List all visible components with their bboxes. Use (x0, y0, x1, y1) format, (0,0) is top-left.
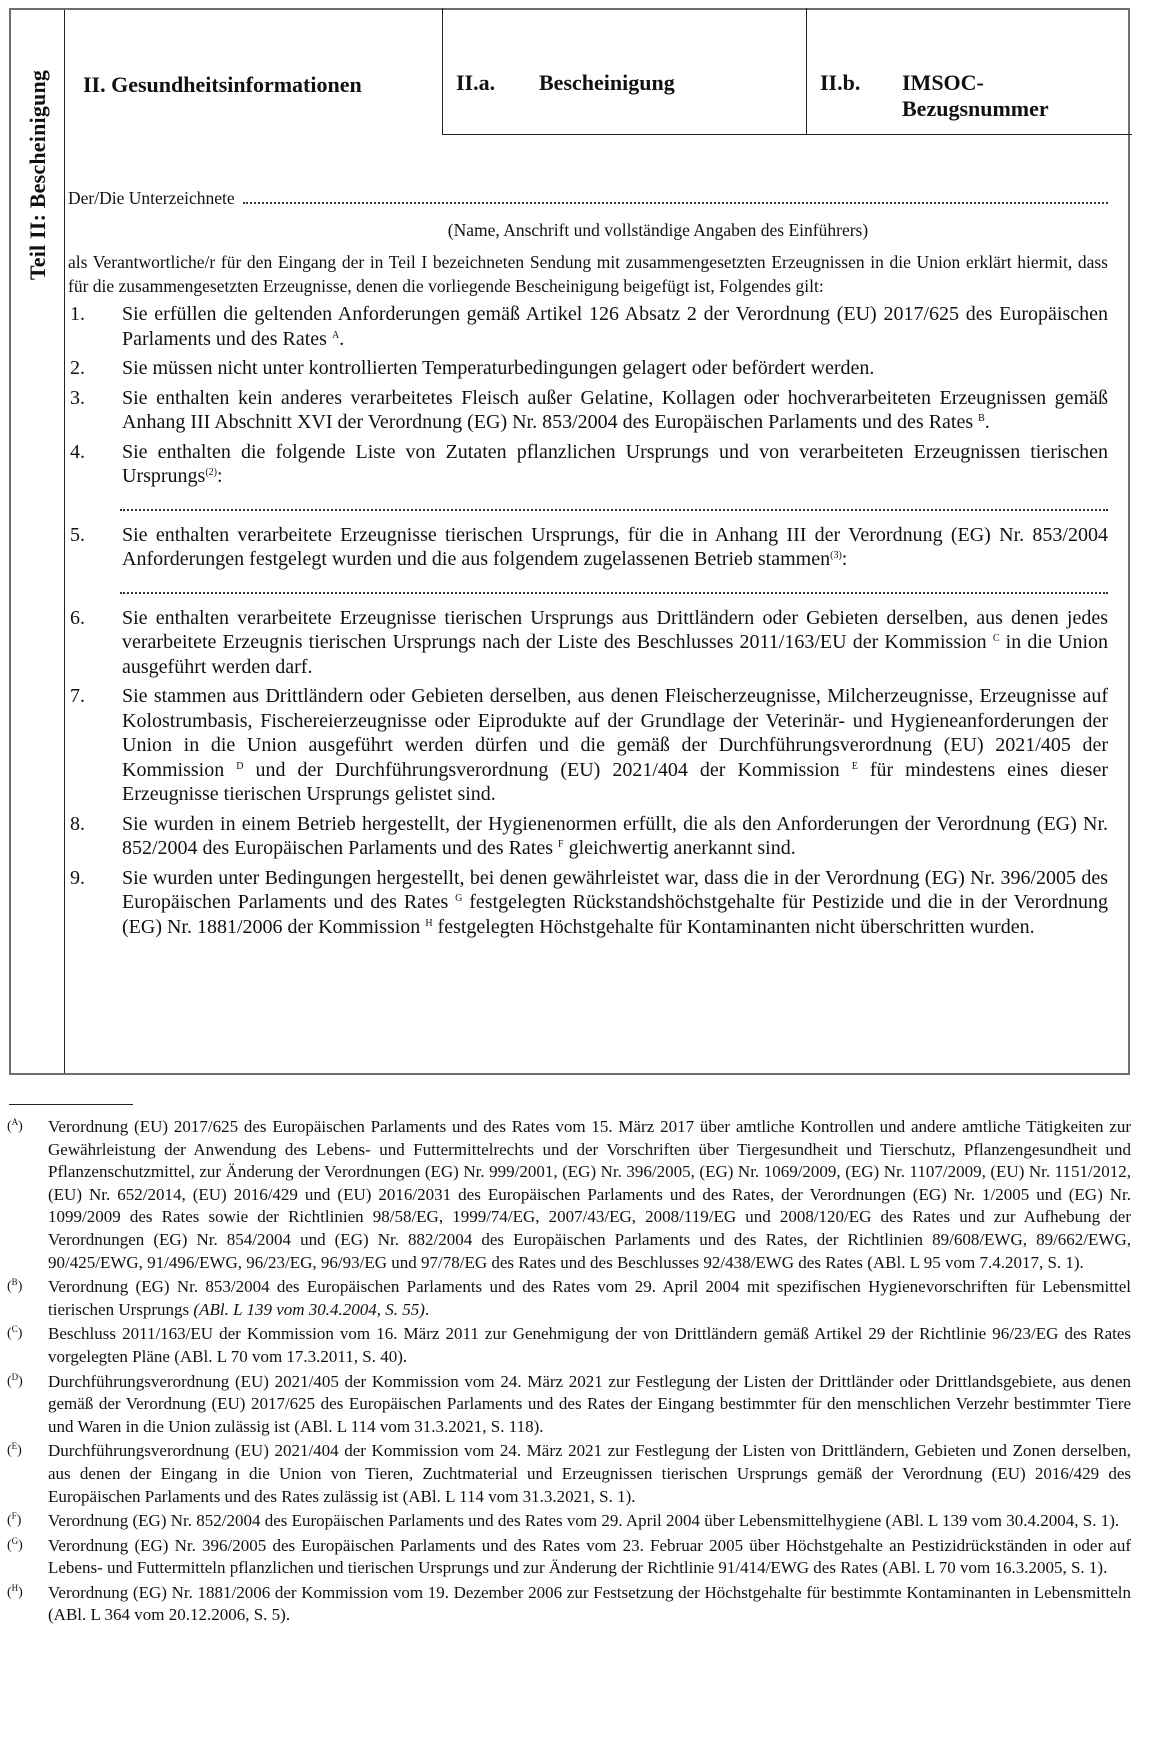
item-number: 7. (70, 685, 85, 707)
footnote-letter: D (11, 1371, 19, 1382)
header-cell-certificate (442, 8, 806, 135)
item-text-tail: : (217, 465, 223, 487)
footnote-letter: E (11, 1441, 18, 1452)
item-text: Sie erfüllen die geltenden Anforderungen gemäß Artikel 126 Absatz 2 der Verordnung (EU) 2017/625 des Europäischen Parlaments und des Rates (122, 303, 1108, 350)
footnote-text: Verordnung (EG) Nr. 852/2004 des Europäischen Parlaments und des Rates vom 29. April 2004 über Lebensmittelhygiene (ABl. L 139 vom 30.4.2004, S. 1). (48, 1511, 1120, 1531)
establishment-fill-field[interactable] (120, 584, 1108, 594)
footnote-letter: H (11, 1582, 19, 1593)
signer-fill-field[interactable] (243, 188, 1108, 204)
header-cell-title-line: Bezugsnummer (902, 96, 1049, 121)
footnote-ref[interactable]: (2) (205, 467, 218, 478)
footnote-mark: ($^A$) (7, 1117, 23, 1134)
attestation-item (68, 523, 1108, 601)
item-text-tail: in die Union ausgeführt werden darf. (122, 631, 1109, 678)
footnote-separator (9, 1104, 133, 1105)
header-cell-title: Bescheinigung (539, 70, 675, 95)
side-column (11, 10, 65, 1073)
footnote-text: Verordnung (EG) Nr. 853/2004 des Europäischen Parlaments und des Rates vom 29. April 2004 mit spezifischen Hygienevorschriften für Lebensmittel tierischen Ursprungs (48, 1277, 1131, 1319)
item-number: 4. (70, 440, 85, 463)
footnote-letter: G (11, 1535, 19, 1546)
header-cell-title (902, 70, 1102, 122)
footnote-letter: B (11, 1277, 18, 1288)
header-cell-number: II.a. (456, 70, 496, 95)
footnote-ref[interactable]: C (992, 633, 1000, 644)
item-text: Sie wurden unter Bedingungen hergestellt, bei denen gewährleistet war, dass die in der Verordnung (EG) Nr. 396/2005 des Europäischen Parlaments und des Rates (122, 866, 1108, 913)
footnote-ref[interactable]: B (978, 413, 985, 424)
footnote-text: Verordnung (EU) 2017/625 des Europäischen Parlaments und des Rates vom 15. März 2017 über amtliche Kontrollen und andere amtliche Tätigkeiten zur Gewährleistung der Anwendung des Lebens- und Futtermittelrechts und der Vorschriften über Tiergesundheit und Tierschutz, Pflanzengesundheit und Pflanzenschutzmittel, zur Änderung der Verordnungen (EG) Nr. 999/2001, (EG) Nr. 396/2005, (EG) Nr. 1069/2009, (EG) Nr. 1107/2009, (EU) Nr. 1151/2012, (EU) Nr. 652/2014, (EU) 2016/429 und (EU) 2016/2031 des Europäischen Parlaments und des Rates, der Verordnungen (EG) Nr. 1/2005 und (EG) Nr. 1099/2009 des Rates sowie der Richtlinien 98/58/EG, 1999/74/EG, 2007/43/EG, 2008/119/EG und 2008/120/EG des Rates und zur Aufhebung der Verordnungen (EG) Nr. 854/2004 und (EG) Nr. 882/2004 des Europäischen Parlaments und des Rates, der Richtlinien 89/608/EWG, 89/662/EWG, 90/425/EWG, 91/496/EWG, 96/23/EG, 96/93/EG und 97/78/EG des Rates und des Beschlusses 92/438/EWG des Rates (ABl. L 95 vom 7.4.2017, S. 1). (48, 1117, 1131, 1272)
item-text: Sie enthalten verarbeitete Erzeugnisse tierischen Ursprungs, für die in Anhang III der Verordnung (EG) Nr. 853/2004 Anforderungen festgelegt wurden und die aus folgendem zugelassenen Betrieb stammen (122, 523, 1108, 570)
footnote-text-end: . (424, 1299, 430, 1319)
certificate-body (68, 188, 1108, 944)
item-number: 9. (70, 866, 85, 889)
item-number: 6. (70, 606, 85, 629)
attestation-list (68, 302, 1108, 939)
signer-row (68, 188, 1108, 210)
footnote-ref[interactable]: E (851, 760, 858, 772)
attestation-item (68, 440, 1108, 518)
footnote-mark: ($^E$) (7, 1441, 22, 1459)
item-number: 5. (70, 523, 85, 546)
footnote (7, 1116, 1131, 1274)
item-text-tail: festgelegten Höchstgehalte für Kontaminanten nicht überschritten wurden. (432, 915, 1035, 938)
footnote-mark: ($^D$) (7, 1371, 23, 1389)
attestation-item (68, 302, 1108, 351)
footnote-letter: F (11, 1511, 17, 1522)
item-text-tail: . (984, 411, 990, 433)
attestation-item (68, 812, 1108, 861)
attestation-item (68, 356, 1108, 381)
footnote (7, 1276, 1131, 1321)
item-text: Sie wurden in einem Betrieb hergestellt, der Hygienenormen erfüllt, die als den Anforderungen der Verordnung (EG) Nr. 852/2004 des Europäischen Parlaments und des Rates (122, 812, 1108, 859)
item-number: 3. (70, 386, 85, 409)
footnote-text: Durchführungsverordnung (EU) 2021/405 der Kommission vom 24. März 2021 zur Festlegung der Listen der Drittländer oder Drittlandsgebiete, aus denen gemäß der Verordnung (EU) 2017/625 des Europäischen Parlaments und des Rates der Eingang bestimmter für den menschlichen Verzehr bestimmter Tiere und Waren in die Union zulässig ist (ABl. L 114 vom 31.3.2021, S. 118). (48, 1371, 1131, 1436)
item-text: Sie stammen aus Drittländern oder Gebieten derselben, aus denen Fleischerzeugnisse, Milcherzeugnisse, Erzeugnisse auf Kolostrumbasis, Fischereierzeugnisse oder Eiprodukte auf der Grundlage der Veterinär- und Hygieneanforderungen der Union in die Union ausgeführt werden dürfen und die gemäß der Durchführungsverordnung (EU) 2021/405 der Kommission (122, 685, 1108, 781)
footnote (7, 1371, 1131, 1439)
attestation-item (68, 386, 1108, 435)
item-text-tail: gleichwertig anerkannt sind. (563, 837, 796, 859)
footnote-mark: ($^H$) (7, 1582, 23, 1600)
header-cell-title-line: IMSOC- (902, 70, 984, 95)
footnote (7, 1582, 1131, 1627)
footnote-citation: (ABl. L 139 vom 30.4.2004, S. 55) (193, 1299, 425, 1319)
footnote-mark: ($^B$) (7, 1277, 23, 1295)
footnote-letter: C (11, 1324, 18, 1335)
attestation-item (68, 606, 1108, 680)
item-text-tail: und der Durchführungsverordnung (EU) 2021/404 der Kommission (243, 758, 840, 781)
footnote (7, 1323, 1131, 1368)
footnote-mark: ($^F$) (7, 1511, 22, 1529)
item-number: 8. (70, 812, 85, 835)
footnote-ref[interactable]: (3) (830, 550, 842, 561)
section-title: II. Gesundheitsinformationen (83, 72, 362, 97)
intro-paragraph: als Verantwortliche/r für den Eingang der in Teil I bezeichneten Sendung mit zusammengesetzten Erzeugnissen in die Union erklärt hiermit, dass für die zusammengesetzten Erzeugnisse, denen die vorliegende Bescheinigung beigefügt ist, Folgendes gilt: (68, 252, 1108, 296)
item-text-tail: festgelegten Rückstandshöchstgehalte für Pestizide und die in der Verordnung (EG) Nr. 1881/2006 der Kommission (122, 891, 1108, 938)
item-number: 1. (70, 303, 85, 325)
footnote-text: Durchführungsverordnung (EU) 2021/404 der Kommission vom 24. März 2021 zur Festlegung der Listen von Drittländern, Gebieten und Zonen derselben, aus denen der Eingang in die Union von Tieren, Zuchtmaterial und Erzeugnissen tierischen Ursprungs gemäß der Verordnung (EU) 2016/429 des Europäischen Parlaments und des Rates zulässig ist (ABl. L 114 vom 31.3.2021, S. 1). (48, 1441, 1131, 1506)
item-text-tail: : (841, 548, 848, 570)
footnote-text: Verordnung (EG) Nr. 396/2005 des Europäischen Parlaments und des Rates vom 23. Februar 2005 über Höchstgehalte an Pestizidrückständen in oder auf Lebens- und Futtermitteln pflanzlichen und tierischen Ursprungs und zur Änderung der Richtlinie 91/414/EWG des Rates (ABl. L 70 vom 16.3.2005, S. 1). (48, 1535, 1131, 1578)
signer-hint: (Name, Anschrift und vollständige Angaben des Einführers) (447, 220, 869, 240)
item-text: Sie enthalten die folgende Liste von Zutaten pflanzlichen Ursprungs und von verarbeiteten Erzeugnissen tierischen Ursprungs (122, 440, 1108, 487)
footnote-text: Beschluss 2011/163/EU der Kommission vom 16. März 2011 zur Genehmigung der von Drittländern gemäß Artikel 29 der Richtlinie 96/23/EG des Rates vorgelegten Pläne (ABl. L 70 vom 17.3.2011, S. 40). (48, 1324, 1131, 1366)
footnote-ref[interactable]: G (455, 893, 463, 904)
footnote-ref[interactable]: A (331, 329, 340, 341)
footnote-ref[interactable]: F (558, 839, 564, 850)
footnote-text: Verordnung (EG) Nr. 1881/2006 der Kommission vom 19. Dezember 2006 zur Festsetzung der Höchstgehalte für bestimmte Kontaminanten in Lebensmitteln (ABl. L 364 vom 20.12.2006, S. 5). (48, 1582, 1131, 1625)
item-number: 2. (70, 357, 85, 379)
footnote (7, 1440, 1131, 1508)
attestation-item (68, 866, 1108, 940)
footnote-mark: ($^C$) (7, 1324, 23, 1342)
attestation-item (68, 684, 1108, 807)
ingredients-fill-field[interactable] (120, 501, 1108, 511)
side-label: Teil II: Bescheinigung (25, 69, 50, 281)
footnote (7, 1535, 1131, 1580)
footnote-mark: ($^G$) (7, 1535, 23, 1553)
signer-label: Der/Die Unterzeichnete (68, 188, 235, 208)
footnote-letter: A (11, 1117, 19, 1127)
header-cell-imsoc-reference (806, 8, 1132, 135)
item-text-tail: . (339, 327, 345, 350)
footnote-ref[interactable]: H (425, 917, 433, 929)
item-text: Sie enthalten kein anderes verarbeitetes Fleisch außer Gelatine, Kollagen oder hochverarbeiteten Erzeugnissen gemäß Anhang III Abschnitt XVI der Verordnung (EG) Nr. 853/2004 des Europäischen Parlaments und des Rates (122, 386, 1108, 433)
header-cell-number: II.b. (820, 70, 861, 95)
footnotes (7, 1116, 1131, 1629)
footnote-ref[interactable]: D (236, 760, 244, 772)
item-text-tail: für mindestens eines dieser Erzeugnisse tierischen Ursprungs gelistet sind. (122, 758, 1108, 805)
footnote (7, 1510, 1131, 1533)
item-text: Sie enthalten verarbeitete Erzeugnisse tierischen Ursprungs aus Drittländern oder Gebieten derselben, aus denen jedes verarbeitete Erzeugnis tierischen Ursprungs nach der Liste des Beschlusses 2011/163/EU der Kommission (122, 606, 1108, 653)
item-text: Sie müssen nicht unter kontrollierten Temperaturbedingungen gelagert oder befördert werden. (122, 357, 875, 379)
